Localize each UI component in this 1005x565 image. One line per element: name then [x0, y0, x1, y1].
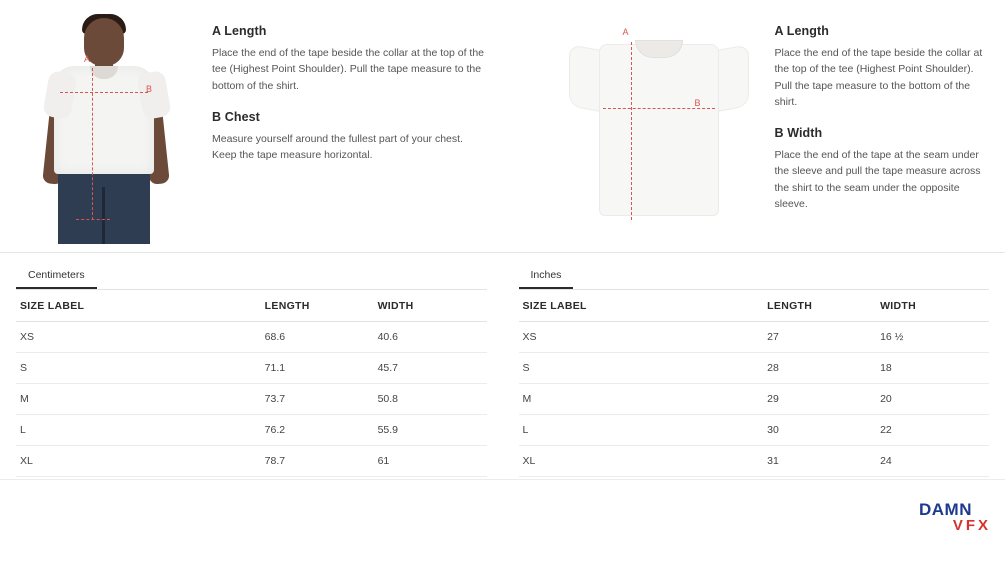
- table-row: [519, 353, 990, 384]
- cell-size-label: XL: [16, 446, 261, 477]
- footer-area: [0, 479, 1005, 565]
- cell-length: 30: [763, 415, 876, 446]
- cell-length: 68.6: [261, 322, 374, 353]
- mark-a-letter: A: [622, 27, 629, 37]
- logo-text-vfx: VFX: [952, 517, 991, 534]
- tab-inches[interactable]: Inches: [519, 265, 574, 289]
- cell-length: 31: [763, 446, 876, 477]
- table-row: [16, 322, 487, 353]
- centimeters-table-panel: [0, 253, 503, 479]
- cell-width: 61: [374, 446, 487, 477]
- length-bottom-tick: [76, 219, 110, 220]
- left-section-0-title: A Length: [212, 24, 267, 38]
- left-section-1-title: B Chest: [212, 109, 260, 124]
- inches-table-panel: [503, 253, 1005, 479]
- cell-width: 55.9: [374, 415, 487, 446]
- logo-text-damn: DAMN: [919, 500, 972, 519]
- right-section-1-title: B Width: [774, 126, 823, 141]
- width-measure-line: [603, 108, 715, 109]
- left-section-0-body: Place the end of the tape beside the collar at the top of the tee (Highest Point Shoulder). Pull the tape measure to the bottom of the shirt.: [212, 47, 485, 92]
- cell-width: 40.6: [374, 322, 487, 353]
- cell-size-label: M: [519, 384, 764, 415]
- right-guide-text: [749, 14, 990, 252]
- cell-width: 50.8: [374, 384, 487, 415]
- table-row: [16, 415, 487, 446]
- right-section-0-title: A Length: [774, 24, 829, 38]
- unit-tab-row-in: [519, 265, 990, 290]
- cell-length: 28: [763, 353, 876, 384]
- column-header-size-label: SIZE LABEL: [519, 290, 764, 322]
- cell-size-label: S: [16, 353, 261, 384]
- column-header-width: WIDTH: [374, 290, 487, 322]
- cell-size-label: XS: [16, 322, 261, 353]
- cell-width: 20: [876, 384, 989, 415]
- flat-lay-tshirt-illustration: [569, 22, 749, 237]
- cell-size-label: S: [519, 353, 764, 384]
- model-photo-illustration: [36, 14, 186, 244]
- cell-width: 45.7: [374, 353, 487, 384]
- column-header-length: LENGTH: [261, 290, 374, 322]
- length-measure-line: [631, 42, 632, 220]
- table-row: [16, 446, 487, 477]
- left-section-1-body: Measure yourself around the fullest part of your chest. Keep the tape measure horizontal.: [212, 132, 463, 162]
- right-section-1-body: Place the end of the tape at the seam under the sleeve and pull the tape measure across the shirt to the seam under the opposite sleeve.: [774, 149, 981, 210]
- tshirt-shape: [569, 22, 749, 222]
- table-row: [519, 446, 990, 477]
- cell-width: 22: [876, 415, 989, 446]
- mark-a-letter: A: [84, 54, 91, 64]
- mark-b-letter: B: [146, 84, 153, 94]
- column-header-length: LENGTH: [763, 290, 876, 322]
- size-table-centimeters: [16, 290, 487, 477]
- model-jeans: [58, 169, 150, 244]
- table-row: [519, 322, 990, 353]
- damn-vfx-logo: [919, 501, 991, 541]
- left-guide-panel: [0, 0, 503, 252]
- cell-width: 16 ½: [876, 322, 989, 353]
- cell-length: 73.7: [261, 384, 374, 415]
- cell-length: 76.2: [261, 415, 374, 446]
- table-row: [16, 353, 487, 384]
- table-header-row: [519, 290, 990, 322]
- cell-length: 71.1: [261, 353, 374, 384]
- chest-measure-line: [60, 92, 148, 93]
- left-guide-text: [186, 14, 487, 252]
- table-header-row: [16, 290, 487, 322]
- tab-centimeters[interactable]: Centimeters: [16, 265, 97, 289]
- cell-size-label: L: [519, 415, 764, 446]
- cell-size-label: L: [16, 415, 261, 446]
- column-header-width: WIDTH: [876, 290, 989, 322]
- cell-size-label: M: [16, 384, 261, 415]
- right-section-0-body: Place the end of the tape beside the collar at the top of the tee (Highest Point Shoulder). Pull the tape measure to the bottom of the shirt.: [774, 47, 983, 108]
- model-wearing-tshirt-photo: [36, 14, 186, 244]
- right-guide-panel: [503, 0, 1005, 252]
- cell-length: 78.7: [261, 446, 374, 477]
- table-row: [519, 415, 990, 446]
- cell-length: 29: [763, 384, 876, 415]
- length-measure-line: [92, 68, 93, 220]
- size-table-inches: [519, 290, 990, 477]
- cell-length: 27: [763, 322, 876, 353]
- table-row: [16, 384, 487, 415]
- cell-size-label: XL: [519, 446, 764, 477]
- cell-size-label: XS: [519, 322, 764, 353]
- unit-tab-row-cm: [16, 265, 487, 290]
- mark-b-letter: B: [694, 98, 701, 108]
- tshirt-body: [599, 44, 719, 216]
- column-header-size-label: SIZE LABEL: [16, 290, 261, 322]
- size-tables-area: [0, 253, 1005, 479]
- cell-width: 18: [876, 353, 989, 384]
- cell-width: 24: [876, 446, 989, 477]
- measurement-guide-area: [0, 0, 1005, 253]
- table-row: [519, 384, 990, 415]
